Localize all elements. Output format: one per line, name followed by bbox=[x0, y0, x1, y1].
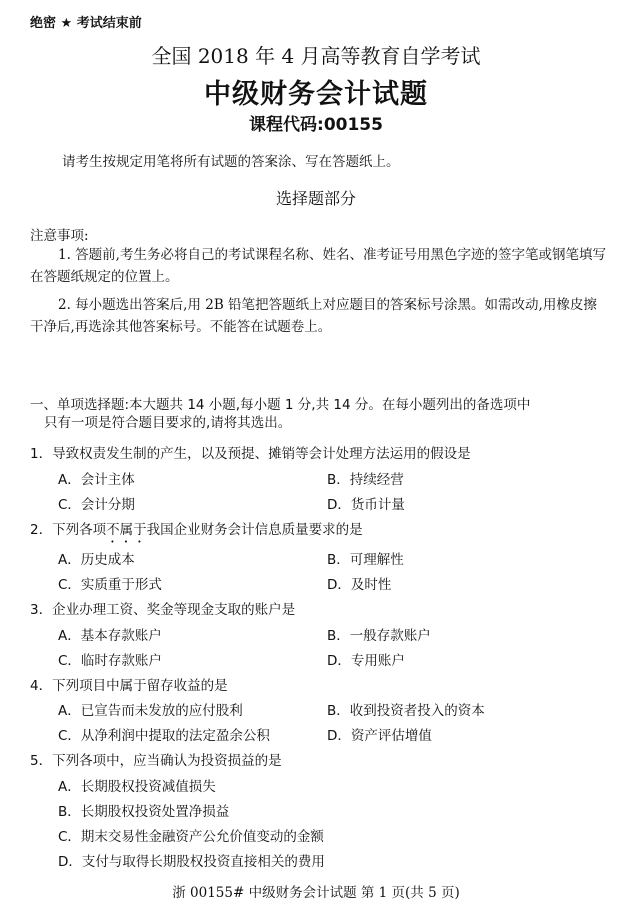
question-2-stem-suffix: 我国企业财务会计信息质量要求的是 bbox=[146, 522, 363, 538]
question-2-option-b: B．可理解性 bbox=[327, 552, 404, 568]
question-2-stem bbox=[30, 518, 363, 546]
notice-heading: 注意事项: bbox=[30, 228, 89, 244]
question-3-option-a: A．基本存款账户 bbox=[58, 628, 162, 644]
question-4-option-d: D．资产评估增值 bbox=[327, 728, 432, 744]
question-3-option-d: D．专用账户 bbox=[327, 653, 405, 669]
exam-title: 全国 2018 年 4 月高等教育自学考试 bbox=[151, 44, 481, 68]
question-3-option-c: C．临时存款账户 bbox=[58, 653, 162, 669]
section-title: 选择题部分 bbox=[275, 189, 356, 208]
instruction-text: 请考生按规定用笔将所有试题的答案涂、写在答题纸上。 bbox=[62, 154, 400, 170]
question-2-option-c: C．实质重于形式 bbox=[58, 577, 162, 593]
question-5-option-b: B．长期股权投资处置净损益 bbox=[58, 804, 230, 820]
question-1-option-a: A．会计主体 bbox=[58, 472, 135, 488]
question-2-stem-emphasis: 不属于 bbox=[106, 522, 147, 538]
question-3-option-b: B．一般存款账户 bbox=[327, 628, 431, 644]
question-4-option-a: A．已宣告而未发放的应付股利 bbox=[58, 703, 243, 719]
question-3-stem: 3．企业办理工资、奖金等现金支取的账户是 bbox=[30, 602, 296, 618]
question-2-option-d: D．及时性 bbox=[327, 577, 392, 593]
question-2-option-a: A．历史成本 bbox=[58, 552, 135, 568]
course-code: 课程代码:00155 bbox=[249, 115, 383, 135]
question-2-stem-prefix: 2．下列各项 bbox=[30, 522, 107, 538]
notice-paragraph-2: 2. 每小题选出答案后,用 2B 铅笔把答题纸上对应题目的答案标号涂黑。如需改动,用橡皮擦干净后,再选涂其他答案标号。不能答在试题卷上。 bbox=[30, 297, 597, 335]
notice-paragraph-1: 1. 答题前,考生务必将自己的考试课程名称、姓名、准考证号用黑色字迹的签字笔或钢笔填写在答题纸规定的位置上。 bbox=[30, 247, 606, 285]
part-heading-line-1: 一、单项选择题:本大题共 14 小题,每小题 1 分,共 14 分。在每小题列出的备选项中 bbox=[30, 397, 531, 413]
question-4-stem: 4．下列项目中属于留存收益的是 bbox=[30, 678, 228, 694]
question-5-option-a: A．长期股权投资减值损失 bbox=[58, 779, 216, 795]
confidential-label: 绝密 ★ 考试结束前 bbox=[30, 16, 142, 31]
page-footer: 浙 00155# 中级财务会计试题 第 1 页(共 5 页) bbox=[172, 885, 460, 901]
paper-title: 中级财务会计试题 bbox=[204, 79, 428, 110]
part-heading bbox=[30, 396, 610, 432]
question-5-option-c: C．期末交易性金融资产公允价值变动的金额 bbox=[58, 829, 324, 845]
question-1-stem: 1．导致权责发生制的产生，以及预提、摊销等会计处理方法运用的假设是 bbox=[30, 446, 471, 462]
question-1-option-b: B．持续经营 bbox=[327, 472, 404, 488]
question-4-option-b: B．收到投资者投入的资本 bbox=[327, 703, 485, 719]
question-5-stem: 5．下列各项中，应当确认为投资损益的是 bbox=[30, 753, 282, 769]
question-5-option-d: D．支付与取得长期股权投资直接相关的费用 bbox=[58, 854, 325, 870]
question-4-option-c: C．从净利润中提取的法定盈余公积 bbox=[58, 728, 270, 744]
part-heading-line-2: 只有一项是符合题目要求的,请将其选出。 bbox=[44, 415, 292, 431]
question-1-option-d: D．货币计量 bbox=[327, 497, 405, 513]
question-1-option-c: C．会计分期 bbox=[58, 497, 135, 513]
